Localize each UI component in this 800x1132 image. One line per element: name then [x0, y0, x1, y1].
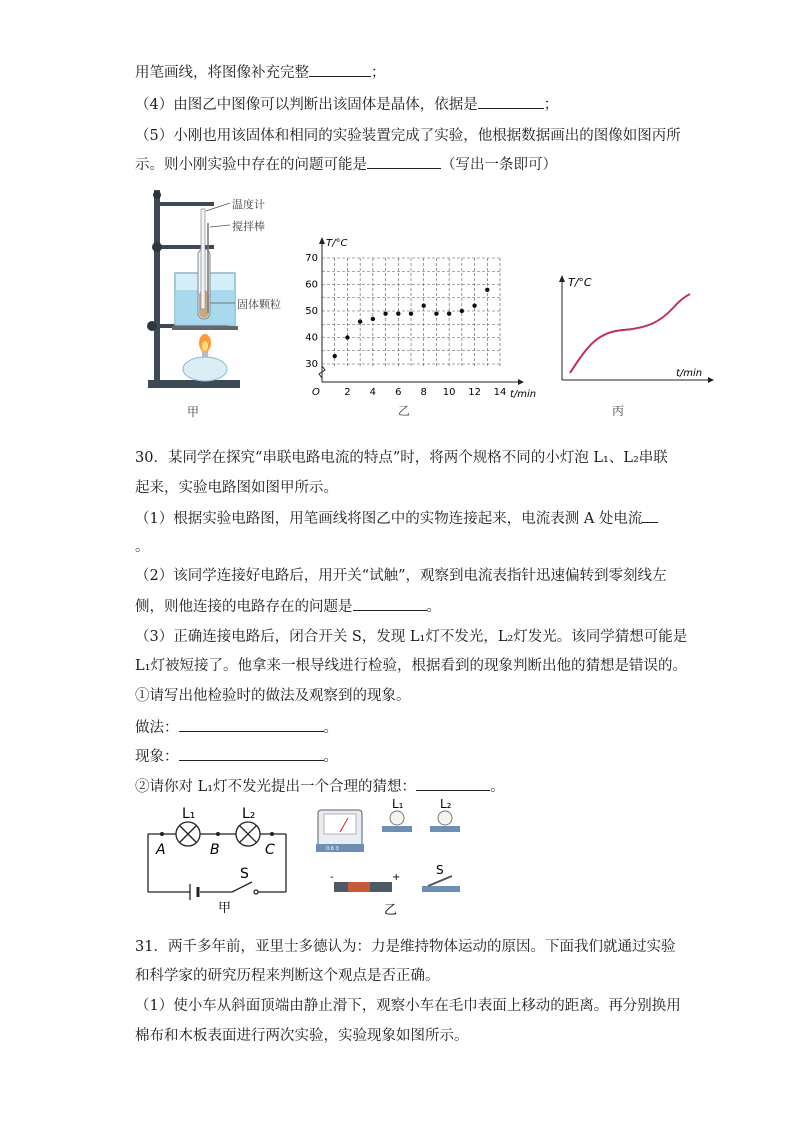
clamp-knob — [152, 242, 162, 252]
alcohol-lamp — [183, 357, 227, 381]
answer-blank[interactable] — [353, 596, 427, 611]
leader-line — [210, 225, 230, 227]
bulb-base-l2 — [430, 826, 460, 832]
switch-lever — [428, 876, 452, 886]
q30-line1: 30．某同学在探究“串联电路电流的特点”时，将两个规格不同的小灯泡 L₁、L₂串联 — [135, 450, 668, 466]
q30-line6 — [135, 596, 441, 617]
x-axis-arrow — [708, 377, 714, 383]
x-tick-label: 2 — [344, 387, 351, 398]
parts-label-s: S — [436, 863, 444, 877]
q31-line1: 31．两千多年前，亚里士多德认为：力是维持物体运动的原因。下面我们就通过实验 — [135, 939, 676, 955]
ammeter-scale-label: 0.6 3 — [326, 846, 339, 852]
bing-xlabel: t/min — [676, 368, 703, 379]
y-tick-label: 50 — [305, 306, 318, 317]
clamp-knob — [153, 191, 161, 199]
answer-blank[interactable] — [179, 717, 324, 732]
caption-yi: 乙 — [398, 404, 411, 418]
data-point — [383, 311, 387, 315]
stand-base — [148, 380, 240, 388]
q31-line2: 和科学家的研究历程来判断这个观点是否正确。 — [135, 968, 440, 984]
x-tick-label: 14 — [493, 387, 507, 398]
caption-parts: 乙 — [384, 903, 398, 918]
curve-figure — [548, 270, 718, 390]
y-axis-arrow — [559, 275, 565, 282]
bulb-l2 — [438, 811, 452, 825]
upper-clamp — [158, 202, 214, 206]
q30-line12 — [135, 776, 505, 797]
y-tick-label: 30 — [305, 359, 318, 370]
data-point — [358, 319, 362, 323]
punct: 。 — [490, 779, 505, 795]
x-axis-arrow — [518, 379, 524, 385]
point-b-dot — [216, 832, 220, 836]
label-a: A — [156, 842, 166, 858]
origin-label: O — [312, 387, 320, 398]
q30-line3 — [135, 508, 658, 529]
caption-bing: 丙 — [612, 404, 625, 418]
q29-line2 — [135, 94, 558, 115]
battery-cell — [348, 882, 370, 892]
y-tick-label: 40 — [305, 332, 318, 344]
x-axis-label: t/min — [510, 389, 537, 400]
q29-line2-text: （4）由图乙中图像可以判断出该固体是晶体，依据是 — [135, 97, 478, 113]
q30-line2: 起来，实验电路图如图甲所示。 — [135, 480, 338, 496]
ammeter-base — [316, 844, 364, 852]
phenomenon-label: 现象： — [135, 749, 179, 765]
answer-blank[interactable] — [642, 508, 658, 523]
punct: 。 — [323, 749, 338, 765]
y-axis-arrow — [319, 237, 325, 244]
x-tick-label: 8 — [420, 387, 427, 398]
label-s: S — [240, 866, 249, 882]
apparatus-figure — [140, 185, 270, 395]
data-point — [485, 288, 489, 292]
label-l2: L₂ — [242, 806, 256, 822]
q30-line3-text: （1）根据实验电路图，用笔画线将图乙中的实物连接起来，电流表测 A 处电流 — [135, 511, 643, 527]
bing-ylabel: T/°C — [568, 276, 592, 289]
thermometer — [201, 209, 205, 309]
data-point — [434, 311, 438, 315]
data-point — [409, 311, 413, 315]
clamp-knob — [147, 321, 157, 331]
physical-parts — [312, 798, 482, 918]
label-plus: + — [392, 872, 401, 883]
temperature-curve — [570, 294, 690, 373]
temperature-chart — [300, 232, 540, 402]
x-tick-label: 4 — [369, 387, 377, 398]
answer-blank[interactable] — [179, 746, 324, 761]
punct: ； — [543, 97, 559, 113]
label-minus: - — [330, 872, 334, 883]
caption-jia: 甲 — [187, 405, 200, 419]
method-label: 做法： — [135, 720, 179, 736]
q30-line6-text: 侧，则他连接的电路存在的问题是 — [135, 599, 353, 615]
q31-line4: 棉布和木板表面进行两次实验，实验现象如图所示。 — [135, 1028, 469, 1044]
data-point — [333, 354, 337, 358]
parts-label-l2: L₂ — [440, 798, 452, 811]
label-stirrer: 搅拌棒 — [232, 220, 265, 233]
point-c-dot — [270, 832, 274, 836]
middle-clamp — [158, 245, 214, 249]
answer-blank[interactable] — [367, 154, 441, 169]
q29-line4-text: 示。则小刚实验中存在的问题可能是 — [135, 157, 367, 173]
q29-line3: （5）小刚也用该固体和相同的实验装置完成了实验，他根据数据画出的图像如图丙所 — [135, 128, 681, 144]
q30-line12-text: ②请你对 L₁灯不发光提出一个合理的猜想： — [135, 779, 417, 795]
data-point — [460, 309, 464, 313]
switch-base — [422, 886, 460, 892]
data-point — [447, 311, 451, 315]
caption-circuit: 甲 — [218, 901, 232, 915]
x-tick-label: 6 — [395, 387, 402, 398]
bulb-l1 — [390, 811, 404, 825]
q30-line4: 。 — [135, 539, 150, 555]
x-tick-label: 10 — [442, 387, 456, 398]
q30-line11 — [135, 746, 338, 767]
data-point — [396, 311, 400, 315]
point-a-dot — [160, 832, 164, 836]
label-particles: 固体颗粒 — [237, 298, 281, 311]
y-axis-label: T/°C — [326, 238, 348, 249]
q30-line7: （3）正确连接电路后，闭合开关 S，发现 L₁灯不发光，L₂灯发光。该同学猜想可能是 — [135, 629, 688, 645]
data-point — [371, 317, 375, 321]
label-thermometer: 温度计 — [232, 198, 265, 211]
y-tick-label: 70 — [305, 253, 318, 264]
label-l1: L₁ — [182, 806, 196, 822]
data-point — [422, 304, 426, 308]
flame-core — [202, 341, 208, 351]
parts-label-l1: L₁ — [392, 798, 404, 811]
y-tick-label: 60 — [305, 279, 318, 291]
answer-blank[interactable] — [309, 62, 371, 77]
answer-blank[interactable] — [416, 776, 490, 791]
switch-blade — [232, 882, 252, 892]
q30-line9: ①请写出他检验时的做法及观察到的现象。 — [135, 688, 411, 704]
label-b: B — [210, 842, 220, 858]
q29-line1 — [135, 62, 386, 83]
label-c: C — [265, 842, 275, 858]
switch-contact — [254, 890, 258, 894]
bulb-base-l1 — [382, 826, 412, 832]
q30-line5: （2）该同学连接好电路后，用开关“试触”，观察到电流表指针迅速偏转到零刻线左 — [135, 568, 667, 584]
wire-gauze — [172, 326, 238, 330]
q29-line4-note: （写出一条即可） — [441, 157, 557, 173]
q31-line3: （1）使小车从斜面顶端由静止滑下，观察小车在毛巾表面上移动的距离。再分别换用 — [135, 998, 681, 1014]
q30-line10 — [135, 717, 338, 738]
data-point — [345, 335, 349, 339]
punct: 。 — [426, 599, 441, 615]
circuit-diagram — [140, 800, 300, 915]
q30-line8: L₁灯被短接了。他拿来一根导线进行检验，根据看到的现象判断出他的猜想是错误的。 — [135, 658, 687, 674]
punct: ； — [371, 65, 386, 81]
q29-line1-text: 用笔画线，将图像补充完整 — [135, 65, 309, 81]
data-point — [472, 304, 476, 308]
q29-line4 — [135, 154, 557, 175]
stand-rod — [154, 190, 160, 385]
x-tick-label: 12 — [468, 387, 481, 398]
punct: 。 — [323, 720, 338, 736]
answer-blank[interactable] — [478, 94, 544, 109]
